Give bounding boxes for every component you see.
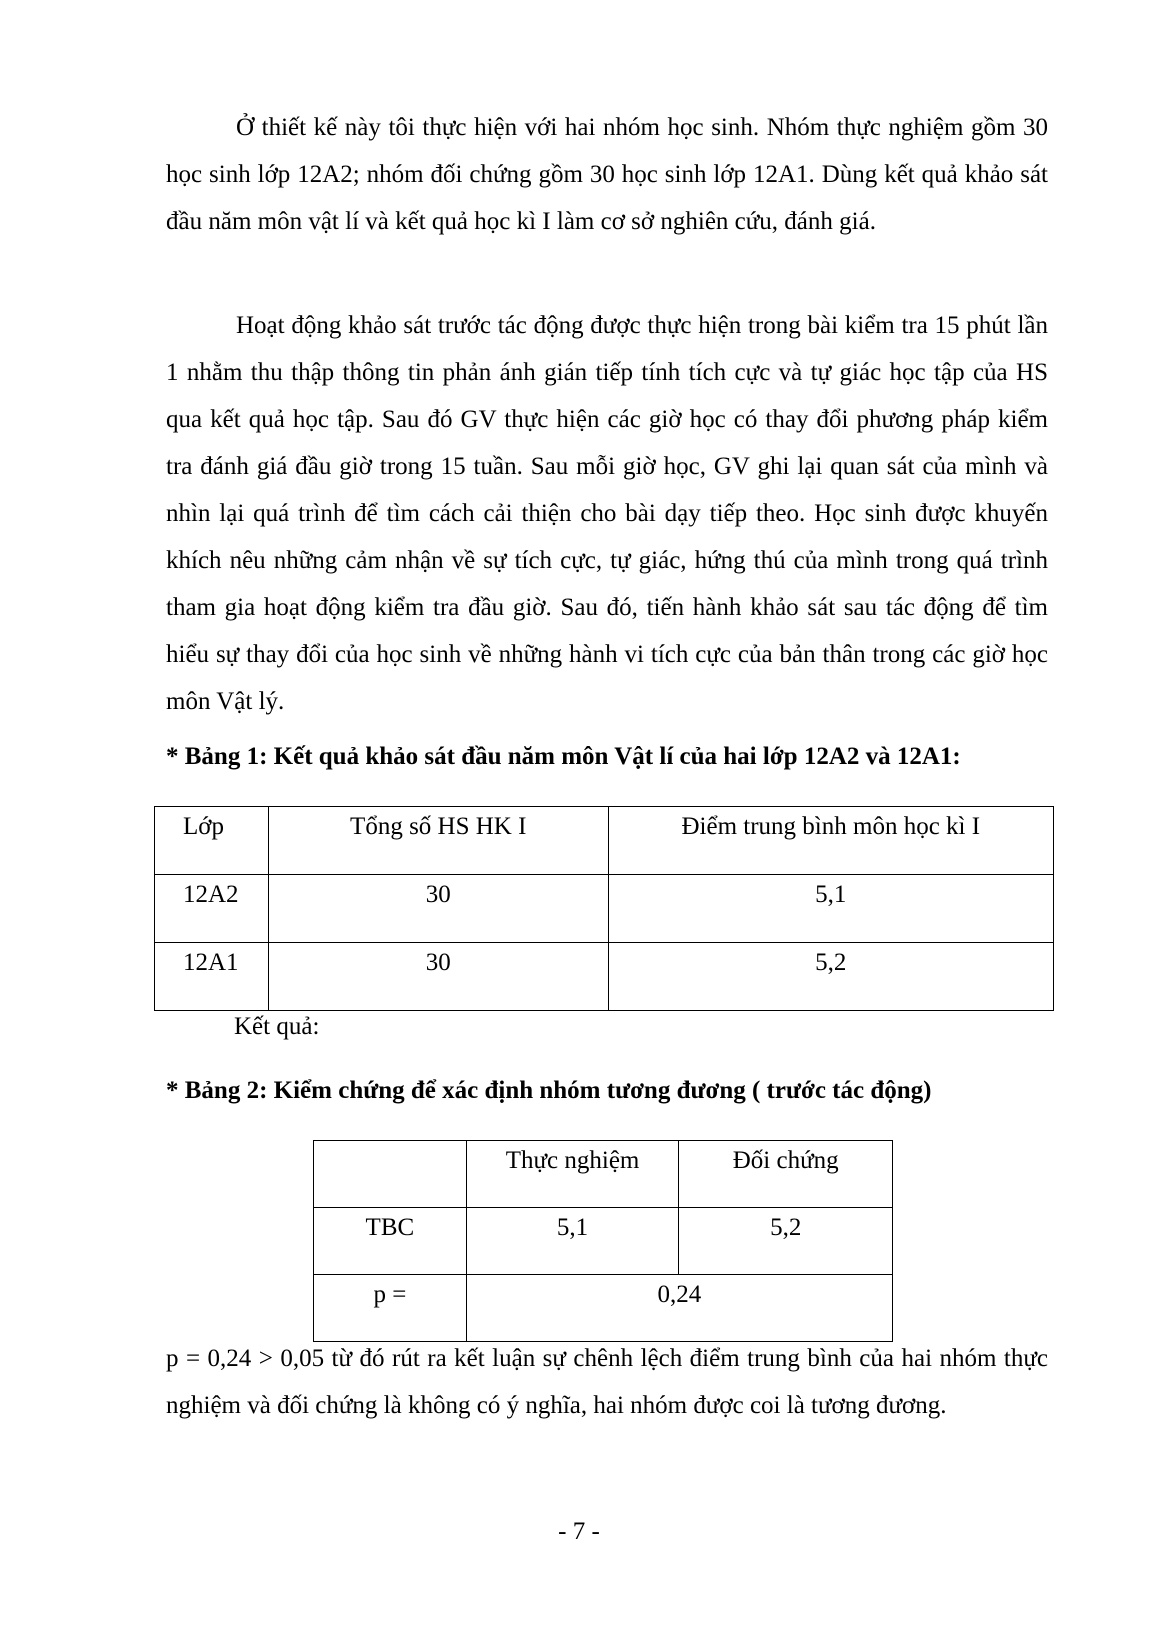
cell-average-score: 5,2: [608, 943, 1053, 1011]
table2-heading: * Bảng 2: Kiểm chứng để xác định nhóm tương đương ( trước tác động): [166, 1077, 932, 1104]
header-cell-empty: [314, 1141, 467, 1208]
cell-average-score: 5,1: [608, 875, 1053, 943]
table1-heading: * Bảng 1: Kết quả khảo sát đầu năm môn Vật lí của hai lớp 12A2 và 12A1:: [166, 743, 961, 770]
result-label: Kết quả:: [234, 1013, 320, 1040]
paragraph-design: Ở thiết kế này tôi thực hiện với hai nhóm học sinh. Nhóm thực nghiệm gồm 30 học sinh lớp 12A2; nhóm đối chứng gồm 30 học sinh lớp 12A1. Dùng kết quả khảo sát đầu năm môn vật lí và kết quả học kì I làm cơ sở nghiên cứu, đánh giá.: [166, 114, 1048, 235]
table-survey-results: [154, 806, 1054, 1011]
cell-total-students: 30: [268, 875, 608, 943]
header-cell-class: Lớp: [155, 807, 269, 875]
cell-p-value: 0,24: [466, 1275, 892, 1342]
page-number: - 7 -: [558, 1518, 600, 1545]
cell-tbc-experimental: 5,1: [466, 1208, 679, 1275]
header-cell-control: Đối chứng: [679, 1141, 893, 1208]
table-header-row: [314, 1141, 893, 1208]
paragraph-conclusion: p = 0,24 > 0,05 từ đó rút ra kết luận sự chênh lệch điểm trung bình của hai nhóm thực nghiệm và đối chứng là không có ý nghĩa, hai nhóm được coi là tương đương.: [166, 1345, 1048, 1419]
cell-tbc-label: TBC: [314, 1208, 467, 1275]
table-row-tbc: [314, 1208, 893, 1275]
cell-class: 12A1: [155, 943, 269, 1011]
header-cell-total-students: Tổng số HS HK I: [268, 807, 608, 875]
cell-tbc-control: 5,2: [679, 1208, 893, 1275]
header-cell-average-score: Điểm trung bình môn học kì I: [608, 807, 1053, 875]
table-header-row: [155, 807, 1054, 875]
header-cell-experimental: Thực nghiệm: [466, 1141, 679, 1208]
cell-p-label: p =: [314, 1275, 467, 1342]
paragraph-survey-activity: Hoạt động khảo sát trước tác động được thực hiện trong bài kiểm tra 15 phút lần 1 nhằm thu thập thông tin phản ánh gián tiếp tính tích cực và tự giác học tập của HS qua kết quả học tập. Sau đó GV thực hiện các giờ học có thay đổi phương pháp kiểm tra đánh giá đầu giờ trong 15 tuần. Sau mỗi giờ học, GV ghi lại quan sát của mình và nhìn lại quá trình để tìm cách cải thiện cho bài dạy tiếp theo. Học sinh được khuyến khích nêu những cảm nhận về sự tích cực, tự giác, hứng thú của mình trong quá trình tham gia hoạt động kiểm tra đầu giờ. Sau đó, tiến hành khảo sát sau tác động để tìm hiểu sự thay đổi của học sinh về những hành vi tích cực của bản thân trong các giờ học môn Vật lý.: [166, 312, 1048, 715]
table-row-p-value: [314, 1275, 893, 1342]
table-equivalence-check: [313, 1140, 893, 1342]
table-row: [155, 943, 1054, 1011]
table-row: [155, 875, 1054, 943]
cell-class: 12A2: [155, 875, 269, 943]
cell-total-students: 30: [268, 943, 608, 1011]
